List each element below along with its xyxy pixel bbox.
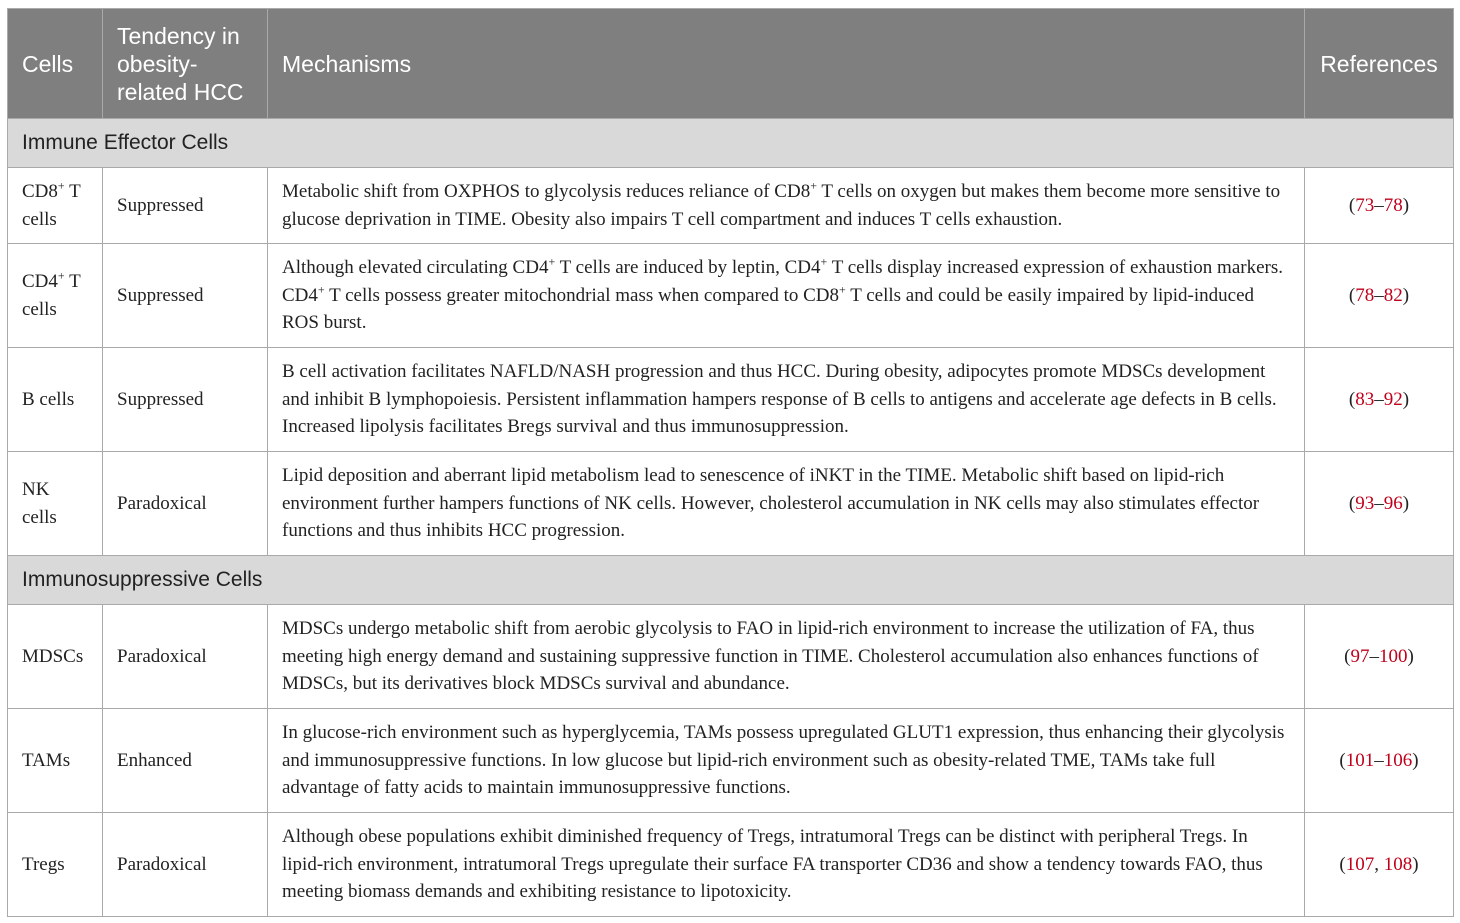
cell-type: [8, 244, 103, 348]
reference-link: 96: [1383, 492, 1403, 514]
superscript-plus: +: [810, 178, 817, 193]
reference-text: –: [1374, 388, 1384, 410]
cell-type: [8, 605, 103, 709]
mechanism-cell: [268, 605, 1305, 709]
reference-text: ): [1402, 388, 1410, 410]
cell-type-text: TAMs: [22, 749, 71, 771]
table-row: [8, 813, 1454, 917]
reference-text: –: [1369, 645, 1379, 667]
table-row: [8, 348, 1454, 452]
reference-text: (: [1348, 388, 1356, 410]
mechanism-text: In glucose-rich environment such as hyperglycemia, TAMs possess upregulated GLUT1 expression, thus enhancing their glycolysis and immunosuppressive functions. In low glucose but lipid-rich environment such as obesity-related TME, TAMs take full advantage of fatty acids to maintain immunosuppressive functions.: [282, 722, 1285, 799]
tendency-cell: Paradoxical: [103, 605, 268, 709]
cell-type-text: CD8: [22, 181, 58, 202]
mechanism-text: T cells are induced by leptin, CD4: [555, 257, 821, 279]
reference-link: 108: [1383, 853, 1413, 875]
mechanism-text: T cells and could be easily impaired by lipid-induced ROS burst.: [282, 284, 1255, 334]
reference-text: (: [1348, 194, 1356, 216]
mechanism-cell: [268, 452, 1305, 556]
reference-text: ,: [1374, 853, 1384, 875]
reference-text: –: [1374, 492, 1384, 514]
reference-cell: [1305, 452, 1454, 556]
superscript-plus: +: [548, 254, 556, 269]
reference-link: 97: [1350, 645, 1370, 667]
reference-text: ): [1402, 492, 1410, 514]
reference-text: –: [1374, 284, 1384, 306]
reference-text: –: [1374, 749, 1384, 771]
header-row: [8, 9, 1454, 119]
mechanism-text: T cells possess greater mitochondrial mass when compared to CD8: [324, 284, 839, 306]
reference-text: (: [1339, 853, 1346, 875]
superscript-plus: +: [839, 282, 846, 297]
section-row: [8, 119, 1454, 168]
cell-type: [8, 709, 103, 813]
cell-type-suffix: T cells: [22, 271, 81, 320]
reference-link: 106: [1383, 749, 1413, 771]
mechanism-cell: [268, 168, 1305, 244]
mechanism-cell: [268, 813, 1305, 917]
tendency-cell: Paradoxical: [103, 452, 268, 556]
reference-text: ): [1407, 645, 1414, 667]
reference-cell: [1305, 605, 1454, 709]
reference-link: 101: [1345, 749, 1375, 771]
reference-text: (: [1348, 492, 1356, 514]
cell-type-text: MDSCs: [22, 645, 84, 667]
reference-link: 93: [1355, 492, 1375, 514]
mechanism-cell: [268, 348, 1305, 452]
cell-type-text: NK cells: [22, 479, 57, 528]
header-mechanisms: Mechanisms: [268, 9, 1305, 119]
reference-cell: [1305, 813, 1454, 917]
header-references: References: [1305, 9, 1454, 119]
reference-text: (: [1339, 749, 1346, 771]
mechanism-text: B cell activation facilitates NAFLD/NASH progression and thus HCC. During obesity, adipocytes promote MDSCs development and inhibit B lymphopoiesis. Persistent inflammation hampers response of B cells to antigens and accelerate age defects in B cells. Increased lipolysis facilitates Bregs survival and thus immunosuppression.: [282, 361, 1277, 438]
tendency-cell: Enhanced: [103, 709, 268, 813]
section-row: [8, 556, 1454, 605]
reference-cell: [1305, 709, 1454, 813]
table-row: [8, 244, 1454, 348]
mechanism-text: MDSCs undergo metabolic shift from aerobic glycolysis to FAO in lipid-rich environment to increase the utilization of FA, thus meeting high energy demand and sustaining suppressive function in TIME. Cholesterol accumulation also enhances functions of MDSCs, but its derivatives block MDSCs survival and abundance.: [282, 618, 1259, 695]
reference-link: 107: [1345, 853, 1375, 875]
reference-cell: [1305, 244, 1454, 348]
reference-link: 100: [1379, 645, 1408, 667]
reference-cell: [1305, 348, 1454, 452]
cell-type: [8, 813, 103, 917]
reference-text: (: [1344, 645, 1351, 667]
section-title: Immunosuppressive Cells: [8, 556, 1454, 605]
mechanism-text: T cells on oxygen but makes them become more sensitive to glucose deprivation in TIME. Obesity also impairs T cell compartment and induces T cells exhaustion.: [282, 181, 1281, 230]
reference-text: (: [1348, 284, 1356, 306]
tendency-cell: Suppressed: [103, 244, 268, 348]
reference-link: 82: [1383, 284, 1403, 306]
table-row: [8, 709, 1454, 813]
reference-link: 92: [1383, 388, 1403, 410]
superscript-plus: +: [317, 282, 325, 297]
mechanism-text: Lipid deposition and aberrant lipid metabolism lead to senescence of iNKT in the TIME. Metabolic shift based on lipid-rich environment further hampers functions of NK cells. However, cholesterol accumulation in NK cells may also stimulates effector functions and thus inhibits HCC progression.: [282, 465, 1260, 542]
reference-text: ): [1412, 853, 1419, 875]
reference-link: 73: [1355, 194, 1375, 216]
cell-type: [8, 348, 103, 452]
header-cells: Cells: [8, 9, 103, 119]
cell-type-text: B cells: [22, 388, 75, 410]
mechanism-cell: [268, 244, 1305, 348]
tendency-cell: Paradoxical: [103, 813, 268, 917]
tendency-cell: Suppressed: [103, 348, 268, 452]
superscript-plus: +: [57, 268, 65, 283]
mechanism-cell: [268, 709, 1305, 813]
reference-link: 78: [1383, 194, 1403, 216]
table-row: [8, 168, 1454, 244]
table-row: [8, 452, 1454, 556]
table-header: [8, 9, 1454, 119]
cell-type-text: CD4: [22, 271, 58, 292]
header-tendency: Tendency in obesity-related HCC: [103, 9, 268, 119]
cell-type-text: Tregs: [22, 853, 65, 875]
table-row: [8, 605, 1454, 709]
cells-table: [7, 8, 1454, 917]
mechanism-text: Although obese populations exhibit diminished frequency of Tregs, intratumoral Tregs can be distinct with peripheral Tregs. In lipid-rich environment, intratumoral Tregs upregulate their surface FA transporter CD36 and show a tendency towards FAO, thus meeting biomass demands and exhibiting resistance to lipotoxicity.: [282, 826, 1263, 903]
tendency-cell: Suppressed: [103, 168, 268, 244]
superscript-plus: +: [57, 178, 65, 193]
mechanism-text: Metabolic shift from OXPHOS to glycolysis reduces reliance of CD8: [282, 181, 811, 202]
cell-type: [8, 452, 103, 556]
cell-type-suffix: T cells: [22, 181, 81, 230]
reference-link: 83: [1355, 388, 1375, 410]
reference-link: 78: [1355, 284, 1375, 306]
superscript-plus: +: [820, 254, 828, 269]
reference-text: ): [1402, 194, 1410, 216]
reference-cell: [1305, 168, 1454, 244]
reference-text: ): [1402, 284, 1410, 306]
mechanism-text: Although elevated circulating CD4: [282, 257, 549, 279]
table-body: [8, 119, 1454, 917]
section-title: Immune Effector Cells: [8, 119, 1454, 168]
mechanism-text: T cells display increased expression of exhaustion markers. CD4: [282, 257, 1283, 306]
cell-type: [8, 168, 103, 244]
reference-text: ): [1412, 749, 1419, 771]
reference-text: –: [1374, 194, 1384, 216]
